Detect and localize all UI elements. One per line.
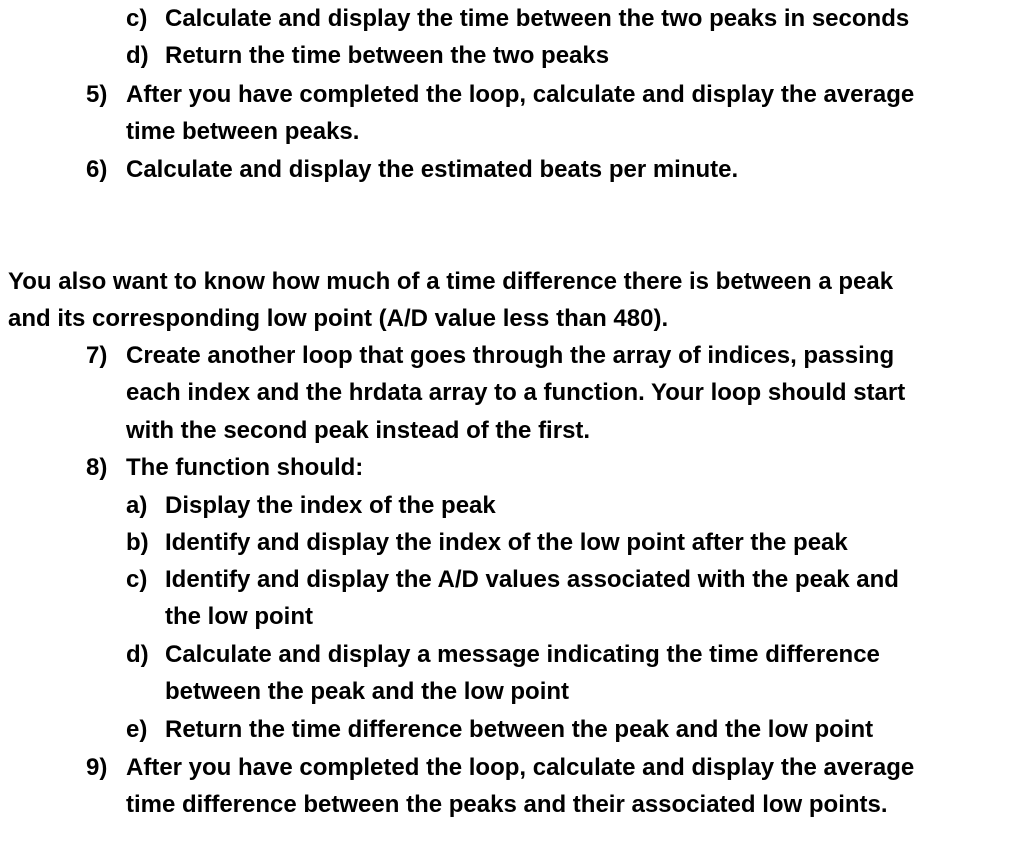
sub-c-line-1: Identify and display the A/D values associated with the peak and: [165, 566, 899, 593]
sub-e-marker: e): [126, 716, 148, 743]
step-5-marker: 5): [86, 81, 108, 108]
list-item-c-text: Calculate and display the time between the two peaks in seconds: [165, 5, 910, 32]
paragraph-line-2: and its corresponding low point (A/D value less than 480).: [8, 305, 669, 332]
sub-d-marker: d): [126, 641, 149, 668]
paragraph-line-1: You also want to know how much of a time difference there is between a peak: [8, 268, 894, 295]
step-7-line-2: each index and the hrdata array to a function. Your loop should start: [126, 379, 906, 406]
sub-d-line-2: between the peak and the low point: [165, 678, 570, 705]
sub-c-line-2: the low point: [165, 603, 313, 630]
step-8-text: The function should:: [126, 454, 364, 481]
sub-d-line-1: Calculate and display a message indicating the time difference: [165, 641, 880, 668]
sub-b-marker: b): [126, 529, 149, 556]
step-6-text: Calculate and display the estimated beats per minute.: [126, 156, 739, 183]
step-9-line-1: After you have completed the loop, calculate and display the average: [126, 754, 915, 781]
list-item-d-text: Return the time between the two peaks: [165, 42, 610, 69]
sub-c-marker: c): [126, 566, 148, 593]
step-7-marker: 7): [86, 342, 108, 369]
sub-e-text: Return the time difference between the peak and the low point: [165, 716, 874, 743]
step-6-marker: 6): [86, 156, 108, 183]
step-7-line-1: Create another loop that goes through the array of indices, passing: [126, 342, 895, 369]
step-9-marker: 9): [86, 754, 108, 781]
sub-b-text: Identify and display the index of the low point after the peak: [165, 529, 848, 556]
step-5-line-1: After you have completed the loop, calculate and display the average: [126, 81, 915, 108]
sub-a-text: Display the index of the peak: [165, 492, 496, 519]
sub-a-marker: a): [126, 492, 148, 519]
step-9-line-2: time difference between the peaks and their associated low points.: [126, 791, 888, 818]
step-8-marker: 8): [86, 454, 108, 481]
list-marker-c: c): [126, 5, 148, 32]
step-7-line-3: with the second peak instead of the first.: [126, 417, 591, 444]
list-marker-d: d): [126, 42, 149, 69]
step-5-line-2: time between peaks.: [126, 118, 360, 145]
